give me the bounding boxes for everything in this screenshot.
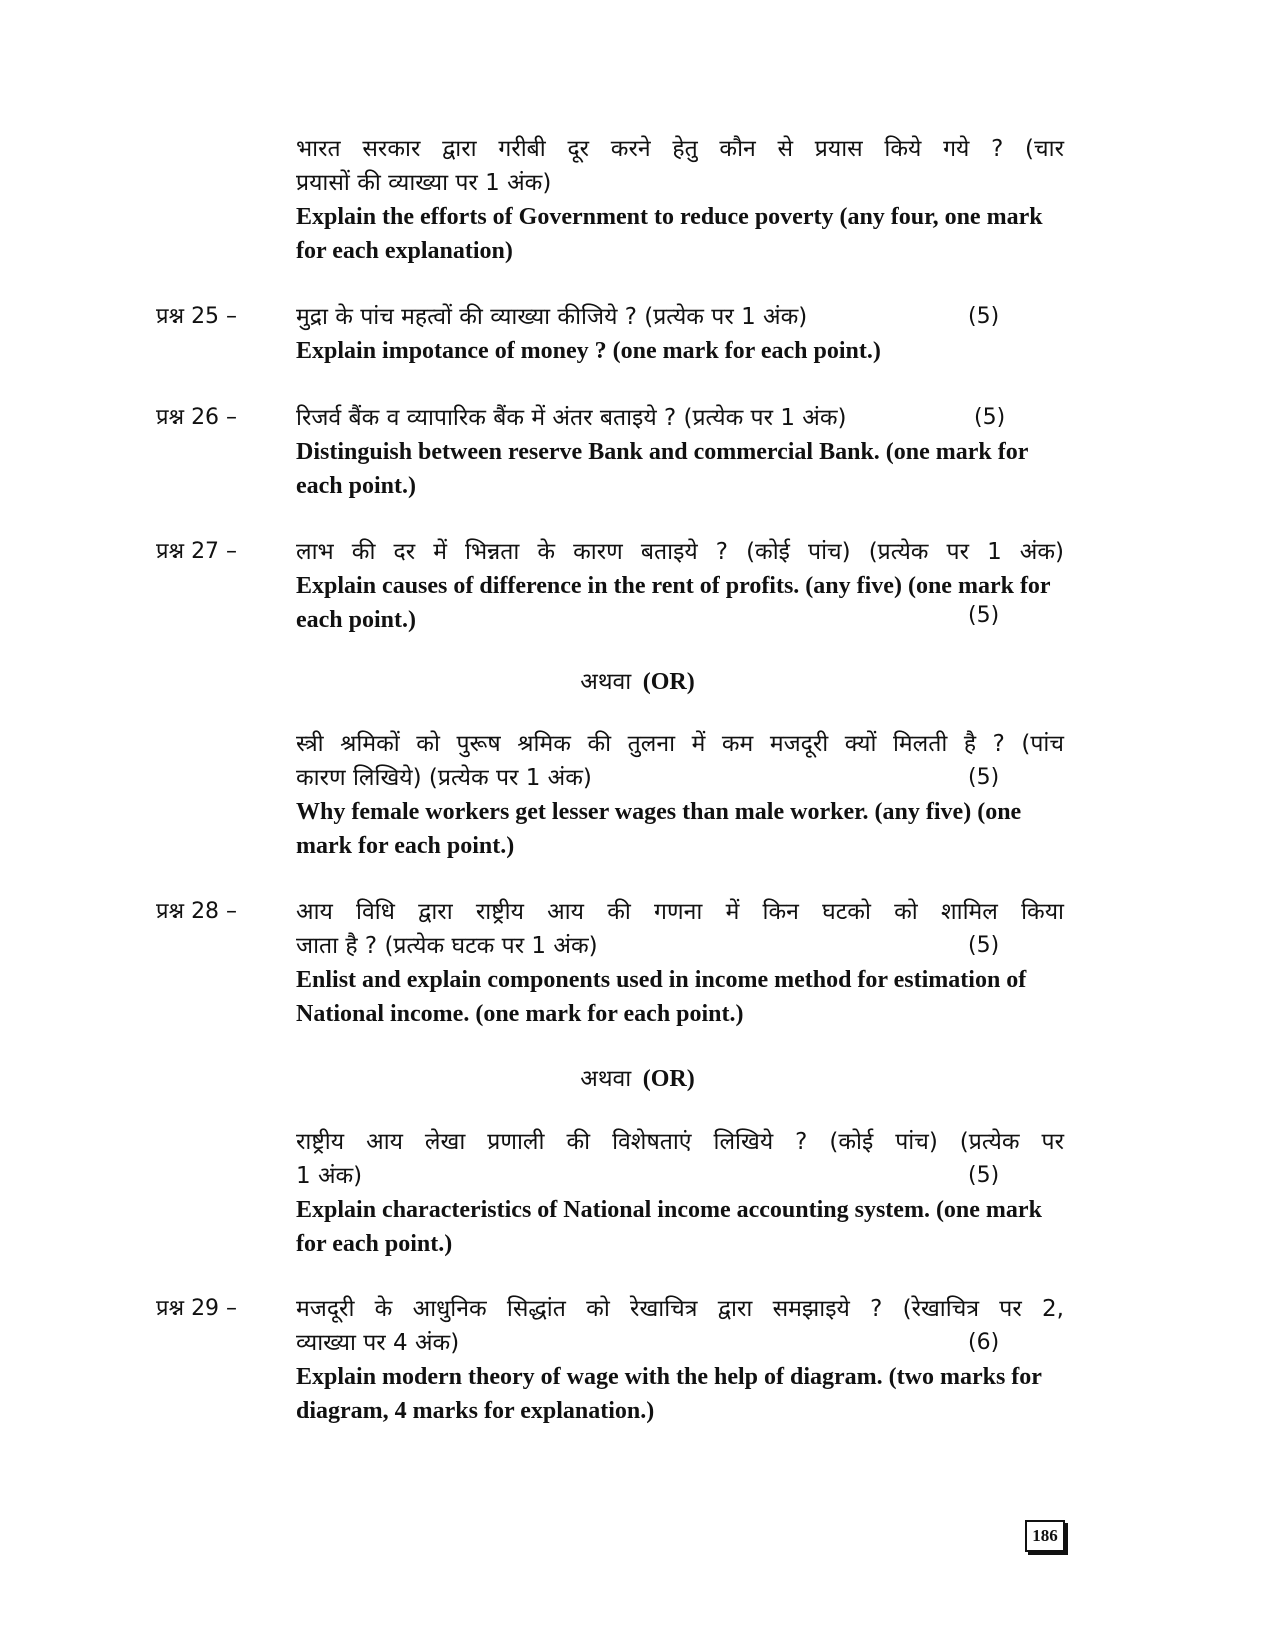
question-27-alternative [296,727,1064,863]
marks: (5) [968,603,1000,628]
english-line: each point.) [296,473,416,499]
question-28 [296,895,1064,1031]
marks: (5) [968,1163,1000,1188]
question-26 [296,401,1064,503]
question-25-label: प्रश्न 25 – [156,304,238,329]
english-line: Explain modern theory of wage with the help of diagram. (two marks for [296,1364,1042,1390]
english-line: Explain characteristics of National income accounting system. (one mark [296,1197,1042,1223]
english-line: for each explanation) [296,238,513,264]
hindi-line: मुद्रा के पांच महत्वों की व्याख्या कीजिये ? (प्रत्येक पर 1 अंक) [296,304,808,330]
marks: (5) [974,405,1006,430]
hindi-line: राष्ट्रीय आय लेखा प्रणाली की विशेषताएं लिखिये ? (कोई पांच) (प्रत्येक पर [296,1129,1064,1155]
english-line: Distinguish between reserve Bank and commercial Bank. (one mark for [296,439,1029,465]
english-line: Explain causes of difference in the rent of profits. (any five) (one mark for [296,573,1051,599]
question-28-label: प्रश्न 28 – [156,899,238,924]
english-line: each point.) [296,607,416,633]
hindi-line: आय विधि द्वारा राष्ट्रीय आय की गणना में किन घटको को शामिल किया [296,899,1064,925]
or-english: (OR) [642,1066,695,1092]
hindi-line: मजदूरी के आधुनिक सिद्धांत को रेखाचित्र द्वारा समझाइये ? (रेखाचित्र पर 2, [296,1296,1064,1322]
marks: (5) [968,304,1000,329]
hindi-line: 1 अंक) [296,1163,363,1189]
english-line: for each point.) [296,1231,453,1257]
question-25 [296,300,1064,368]
question-28-alternative [296,1125,1064,1261]
hindi-line: व्याख्या पर 4 अंक) [296,1330,460,1356]
question-29-label: प्रश्न 29 – [156,1296,238,1321]
or-english: (OR) [642,669,695,695]
english-line: Explain the efforts of Government to reduce poverty (any four, one mark [296,204,1043,230]
question-29 [296,1292,1064,1428]
hindi-line: भारत सरकार द्वारा गरीबी दूर करने हेतु कौन से प्रयास किये गये ? (चार [296,136,1064,162]
or-heading [0,665,1275,699]
marks: (5) [968,933,1000,958]
marks: (6) [968,1330,1000,1355]
english-line: Explain impotance of money ? (one mark for each point.) [296,338,881,364]
question-26-label: प्रश्न 26 – [156,405,238,430]
or-hindi: अथवा [580,669,632,695]
english-line: diagram, 4 marks for explanation.) [296,1398,655,1424]
marks: (5) [968,765,1000,790]
or-hindi: अथवा [580,1066,632,1092]
hindi-line: जाता है ? (प्रत्येक घटक पर 1 अंक) [296,933,598,959]
english-line: Why female workers get lesser wages than male worker. (any five) (one [296,799,1022,825]
hindi-line: प्रयासों की व्याख्या पर 1 अंक) [296,170,552,196]
question-27 [296,535,1064,637]
hindi-line: कारण लिखिये) (प्रत्येक पर 1 अंक) [296,765,592,791]
or-heading [0,1062,1275,1096]
hindi-line: स्त्री श्रमिकों को पुरूष श्रमिक की तुलना में कम मजदूरी क्यों मिलती है ? (पांच [296,731,1064,757]
english-line: National income. (one mark for each point.) [296,1001,744,1027]
q24-continuation [296,132,1064,268]
hindi-line: रिजर्व बैंक व व्यापारिक बैंक में अंतर बताइये ? (प्रत्येक पर 1 अंक) [296,405,847,431]
english-line: mark for each point.) [296,833,515,859]
page-number: 186 [1025,1520,1065,1552]
question-27-label: प्रश्न 27 – [156,539,238,564]
english-line: Enlist and explain components used in income method for estimation of [296,967,1027,993]
hindi-line: लाभ की दर में भिन्नता के कारण बताइये ? (कोई पांच) (प्रत्येक पर 1 अंक) [296,539,1064,565]
